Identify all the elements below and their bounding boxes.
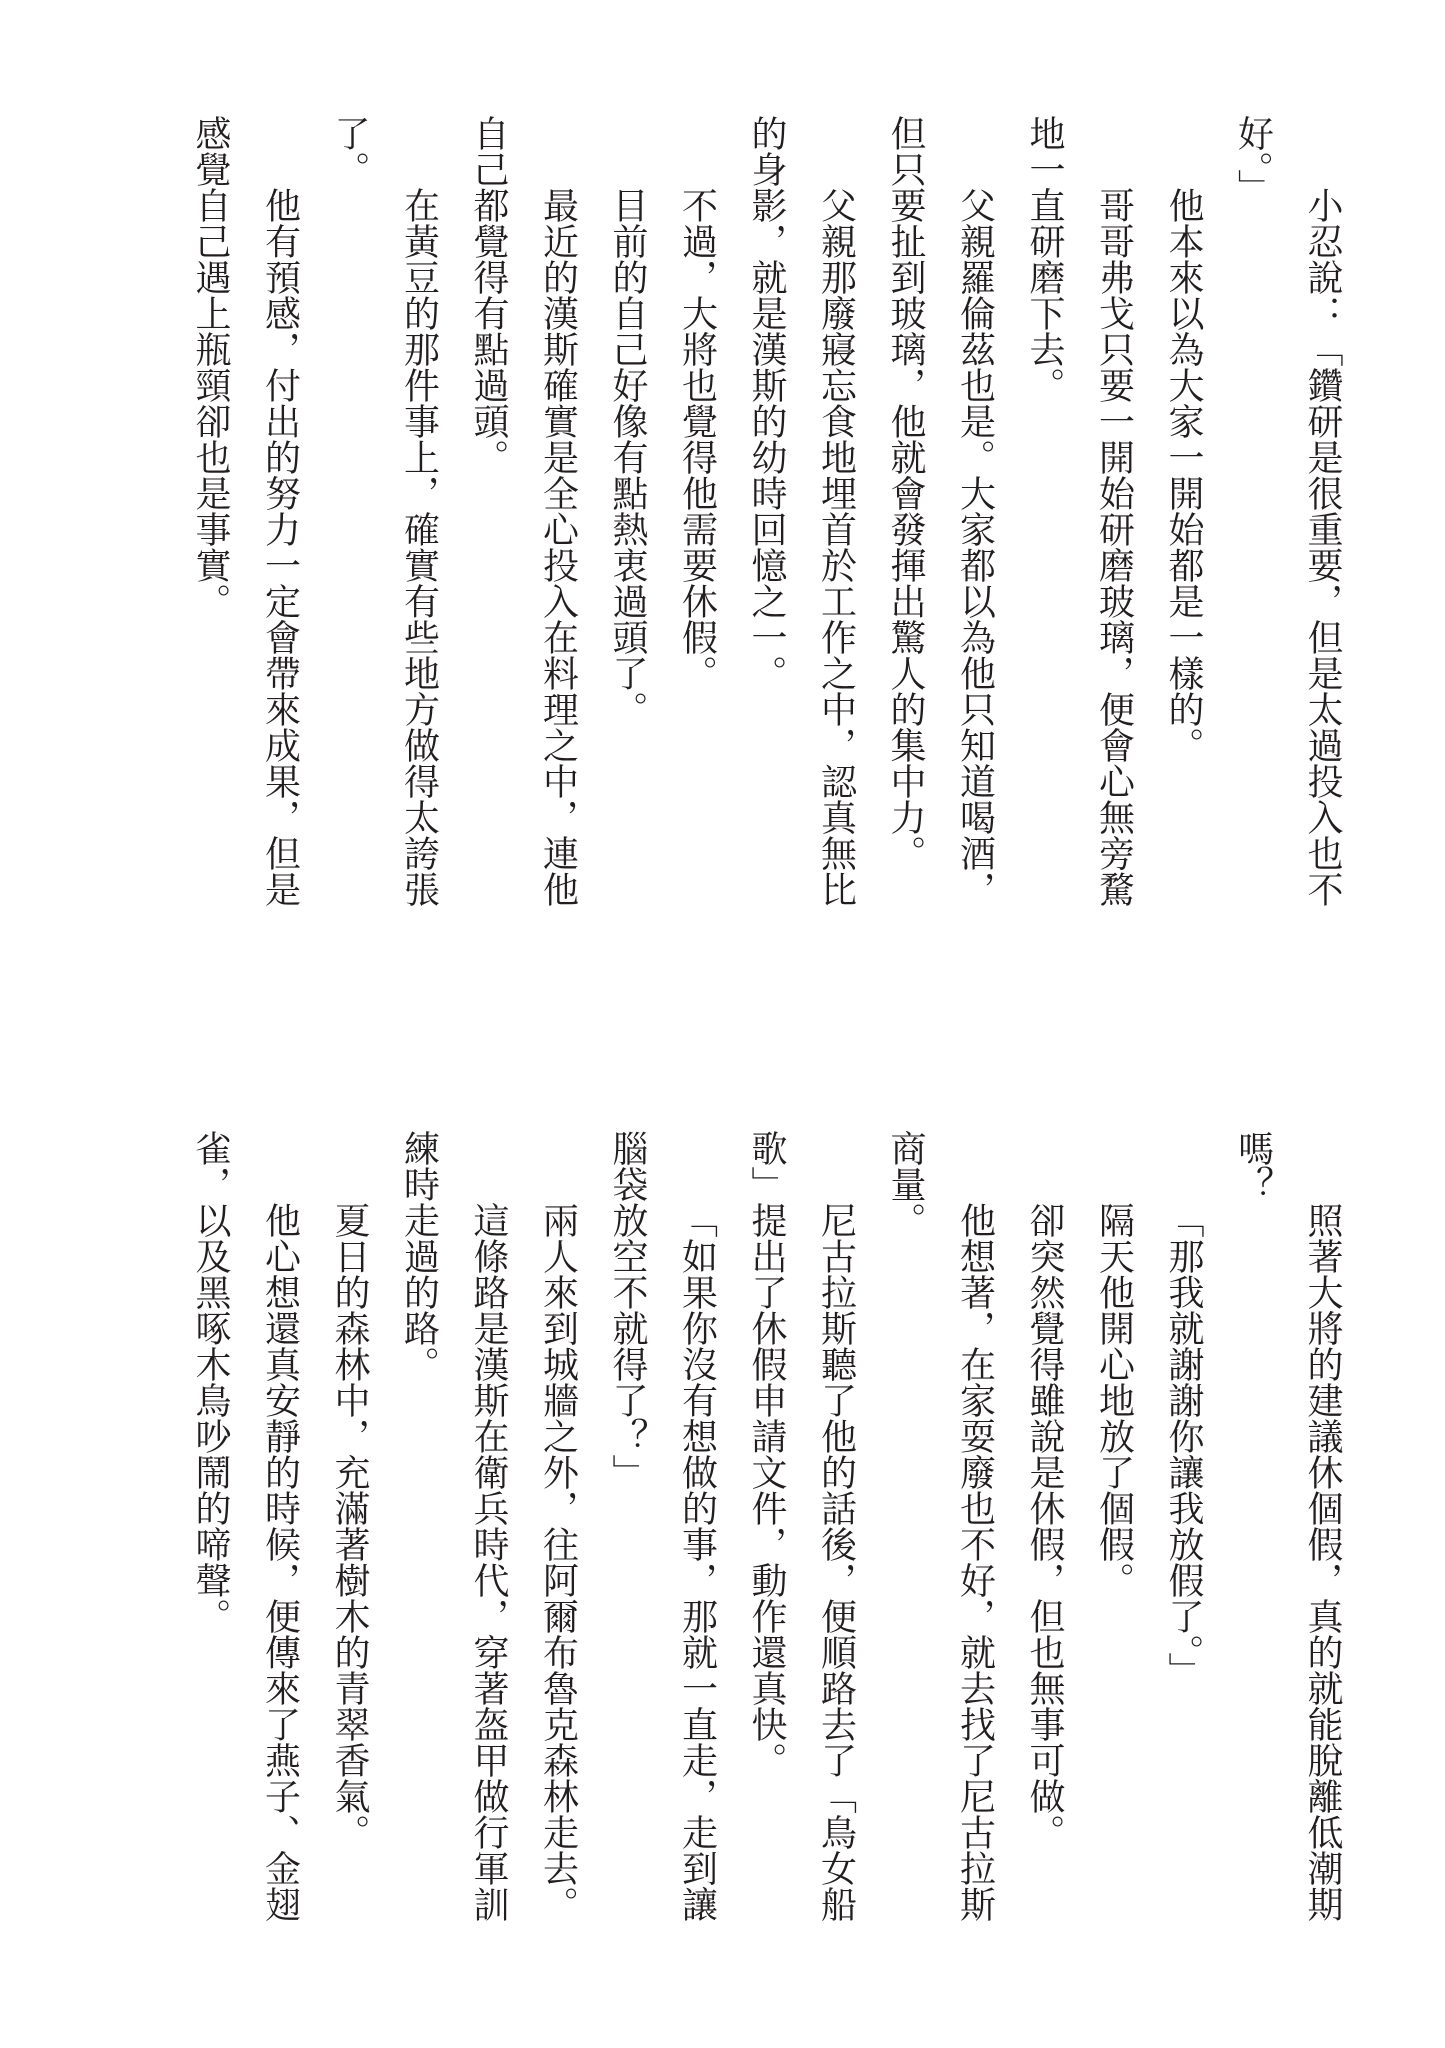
text-column: 腦袋放空不就得了？」 xyxy=(607,1130,648,1490)
lower-text-tier xyxy=(176,1130,1358,1922)
text-column: 他本來以為大家一開始都是一樣的。 xyxy=(1163,187,1204,763)
text-column: 嗎？ xyxy=(1232,1130,1274,1202)
text-column: 父親那廢寢忘食地埋首於工作之中，認真無比 xyxy=(815,187,857,907)
text-column: 了。 xyxy=(329,115,370,187)
text-column: 的身影，就是漢斯的幼時回憶之一。 xyxy=(746,115,787,691)
text-column: 小忍說：「鑽研是很重要，但是太過投入也不 xyxy=(1302,187,1343,907)
text-column: 商量。 xyxy=(885,1130,926,1238)
text-column: 隔天他開心地放了個假。 xyxy=(1093,1202,1135,1598)
text-column: 在黃豆的那件事上，確實有些地方做得太誇張 xyxy=(398,187,440,907)
text-column: 「如果你沒有想做的事，那就一直走，走到讓 xyxy=(676,1202,718,1922)
text-column: 哥哥弗戈只要一開始研磨玻璃，便會心無旁騖 xyxy=(1093,187,1135,907)
text-column: 歌」提出了休假申請文件，動作還真快。 xyxy=(746,1130,787,1778)
text-column: 但只要扯到玻璃，他就會發揮出驚人的集中力。 xyxy=(885,115,926,871)
text-column: 這條路是漢斯在衛兵時代，穿著盔甲做行軍訓 xyxy=(468,1202,509,1922)
text-column: 他有預感，付出的努力一定會帶來成果，但是 xyxy=(259,187,301,907)
text-column: 卻突然覺得雖說是休假，但也無事可做。 xyxy=(1024,1202,1065,1850)
text-column: 地一直研磨下去。 xyxy=(1024,115,1065,403)
text-column: 他心想還真安靜的時候，便傳來了燕子、金翅 xyxy=(259,1202,301,1922)
text-column: 父親羅倫茲也是。大家都以為他只知道喝酒， xyxy=(954,187,996,907)
text-column: 不過，大將也覺得他需要休假。 xyxy=(676,187,718,691)
text-column: 目前的自己好像有點熱衷過頭了。 xyxy=(607,187,648,727)
text-column: 「那我就謝謝你讓我放假了。」 xyxy=(1163,1202,1204,1688)
text-column: 雀，以及黑啄木鳥吵鬧的啼聲。 xyxy=(190,1130,231,1634)
text-column: 夏日的森林中，充滿著樹木的青翠香氣。 xyxy=(329,1202,370,1850)
text-column: 兩人來到城牆之外，往阿爾布魯克森林走去。 xyxy=(537,1202,579,1922)
text-column: 感覺自己遇上瓶頸卻也是事實。 xyxy=(190,115,231,619)
text-column: 照著大將的建議休個假，真的就能脫離低潮期 xyxy=(1302,1202,1343,1922)
text-column: 他想著，在家耍廢也不好，就去找了尼古拉斯 xyxy=(954,1202,996,1922)
text-column: 練時走過的路。 xyxy=(398,1130,440,1382)
text-column: 自己都覺得有點過頭。 xyxy=(468,115,509,475)
upper-text-tier xyxy=(176,115,1358,907)
text-column: 最近的漢斯確實是全心投入在料理之中，連他 xyxy=(537,187,579,907)
text-column: 好。」 xyxy=(1232,115,1274,205)
text-column: 尼古拉斯聽了他的話後，便順路去了「鳥女船 xyxy=(815,1202,857,1922)
